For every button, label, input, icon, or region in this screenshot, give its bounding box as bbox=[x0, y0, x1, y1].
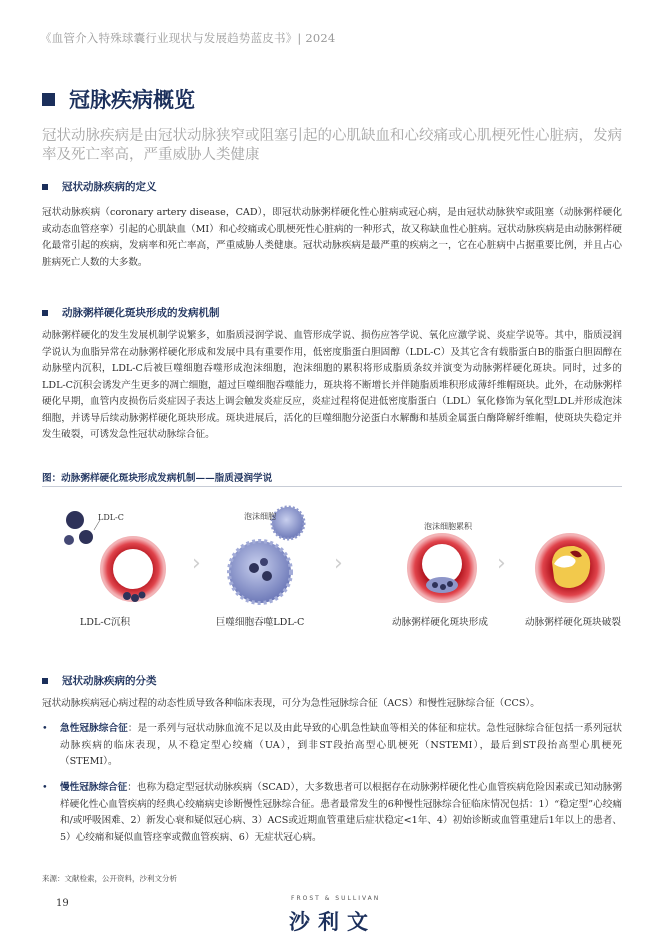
section-heading-text: 动脉粥样硬化斑块形成的发病机制 bbox=[62, 307, 220, 319]
ldl-particle bbox=[447, 581, 453, 587]
section-heading-definition bbox=[42, 179, 157, 194]
vessel-lumen bbox=[113, 549, 153, 589]
ldl-particle bbox=[66, 511, 84, 529]
plaque-formation-figure bbox=[42, 490, 632, 610]
foam-cell bbox=[272, 507, 304, 539]
bullet-body: ：是一系列与冠状动脉血流不足以及由此导致的心肌急性缺血等相关的体征和症状。急性冠脉综合征包括一系列冠状动脉疾病的临床表现，从不稳定型心绞痛（UA），到非ST段抬高型心肌梗死（NSTEMI），最后到ST段抬高型心肌梗死（STEMI）。 bbox=[60, 723, 623, 767]
step-label-ldl-deposition: LDL-C沉积 bbox=[79, 617, 131, 628]
step-label-plaque-formation: 动脉粥样硬化斑块形成 bbox=[392, 617, 488, 628]
bullet-dot-icon: • bbox=[42, 723, 48, 734]
section-square-icon bbox=[42, 678, 48, 684]
section-heading-text: 冠状动脉疾病的分类 bbox=[62, 675, 157, 687]
bullet-text bbox=[60, 721, 622, 771]
foam-cell-accumulation-label: 泡沫细胞累积 bbox=[424, 522, 472, 531]
ingested-ldl-particle bbox=[262, 571, 272, 581]
section-heading-mechanism bbox=[42, 305, 220, 320]
plaque-formation-illustration bbox=[408, 534, 476, 602]
chevron-right-icon: › bbox=[334, 551, 343, 576]
section-heading-text: 冠状动脉疾病的定义 bbox=[62, 181, 157, 193]
document-header: 《血管介入特殊球囊行业现状与发展趋势蓝皮书》| 2024 bbox=[40, 31, 336, 45]
plaque-rupture-illustration bbox=[536, 534, 604, 602]
section-square-icon bbox=[42, 184, 48, 190]
page-subtitle: 冠状动脉疾病是由冠状动脉狭窄或阻塞引起的心肌缺血和心绞痛或心肌梗死性心脏病，发病率及死亡率高，严重威胁人类健康 bbox=[42, 128, 622, 163]
chevron-right-icon: › bbox=[192, 551, 201, 576]
figure-caption: 图：动脉粥样硬化斑块形成发病机制——脂质浸润学说 bbox=[42, 473, 273, 484]
bullet-text bbox=[60, 780, 622, 846]
foam-cell-label: 泡沫细胞 bbox=[244, 512, 276, 521]
chevron-right-icon: › bbox=[497, 551, 506, 576]
bullet-body: ：也称为稳定型冠状动脉疾病（SCAD），大多数患者可以根据存在动脉粥样硬化性心血管疾病危险因素或已知动脉粥样硬化性心血管疾病的经典心绞痛病史诊断慢性冠脉综合征。患者最常发生的6种慢性冠脉综合征临床情况包括：1）“稳定型”心绞痛和/或呼吸困难、2）新发心衰和疑似冠心病、3）ACS或近期血管重建后症状稳定<1年、4）初始诊断或血管重建后1年以上的患者、5）心绞痛和疑似血管痉挛或微血管疾病、6）无症状冠心病。 bbox=[60, 782, 623, 843]
bullet-ccs bbox=[42, 780, 622, 846]
ldl-particle bbox=[131, 594, 139, 602]
ldl-particle bbox=[139, 592, 146, 599]
title-square-icon bbox=[42, 93, 55, 106]
section-heading-classification bbox=[42, 673, 157, 688]
section-square-icon bbox=[42, 310, 48, 316]
figure-divider bbox=[42, 486, 622, 487]
ingested-ldl-particle bbox=[249, 563, 259, 573]
classification-intro: 冠状动脉疾病冠心病过程的动态性质导致各种临床表现，可分为急性冠脉综合征（ACS）和慢性冠脉综合征（CCS）。 bbox=[42, 698, 540, 709]
macrophage-cell bbox=[229, 541, 291, 603]
definition-paragraph: 冠状动脉疾病（coronary artery disease，CAD），即冠状动脉粥样硬化性心脏病或冠心病，是由冠状动脉狭窄或阻塞（动脉粥样硬化或动态血管痉挛）引起的心肌缺血（MI）和心绞痛或心肌梗死性心脏病的一种形式，故又称缺血性心脏病。冠状动脉疾病是由动脉粥样硬化最常引起的疾病，发病率和死亡率高，严重威胁人类健康。冠状动脉疾病是最严重的疾病之一，它在心脏病中占据重要比例，并且占心脏病死亡人数的大多数。 bbox=[42, 207, 622, 268]
step-label-macrophage: 巨噬细胞吞噬LDL-C bbox=[215, 617, 305, 628]
ldl-particle bbox=[123, 592, 131, 600]
logo-frost-sullivan-text: FROST & SULLIVAN bbox=[291, 895, 381, 902]
page-number: 19 bbox=[56, 898, 69, 909]
ingested-ldl-particle bbox=[260, 558, 268, 566]
step-label-plaque-rupture: 动脉粥样硬化斑块破裂 bbox=[525, 617, 621, 628]
mechanism-paragraph: 动脉粥样硬化的发生发展机制学说繁多，如脂质浸润学说、血管形成学说、损伤应答学说、氧化应激学说、炎症学说等。其中，脂质浸润学说认为血脂异常在动脉粥样硬化形成和发展中具有重要作用，低密度脂蛋白胆固醇（LDL-C）及其它含有载脂蛋白B的脂蛋白胆固醇在动脉壁内沉积，LDL-C后被巨噬细胞吞噬形成泡沫细胞，泡沫细胞的累积将形成脂质条纹并演变为动脉粥样硬化斑块。同时，过多的LDL-C沉积会诱发产生更多的凋亡细胞，超过巨噬细胞吞噬能力，斑块将不断增长并伴随脂质堆积形成薄纤维帽斑块。此外，在动脉粥样硬化早期，血管内皮损伤后炎症因子表达上调会触发炎症反应，炎症过程将促进低密度脂蛋白（LDL）氧化修饰为氧化型LDL并形成泡沫细胞，并诱导后续动脉粥样硬化斑块形成。斑块进展后，活化的巨噬细胞分泌蛋白水解酶和基质金属蛋白酶降解纤维帽，使斑块失稳定并发生破裂，可诱发急性冠状动脉综合征。 bbox=[42, 330, 622, 440]
ldl-c-deposition-illustration bbox=[64, 511, 165, 602]
logo-sullivan-chinese: 沙利文 bbox=[289, 910, 376, 934]
page-title: 冠脉疾病概览 bbox=[69, 87, 195, 112]
ldl-particle bbox=[64, 535, 74, 545]
bullet-term: 慢性冠脉综合征 bbox=[60, 782, 128, 793]
ldl-particle bbox=[432, 582, 438, 588]
bullet-dot-icon: • bbox=[42, 782, 48, 793]
ldl-particle bbox=[79, 530, 93, 544]
bullet-term: 急性冠脉综合征 bbox=[60, 723, 128, 734]
bullet-acs bbox=[42, 721, 622, 771]
ldl-particle bbox=[440, 584, 446, 590]
ldl-c-label: LDL-C bbox=[98, 513, 124, 522]
source-note: 来源：文献检索，公开资料，沙利文分析 bbox=[42, 874, 177, 883]
page-title-block bbox=[42, 84, 195, 114]
